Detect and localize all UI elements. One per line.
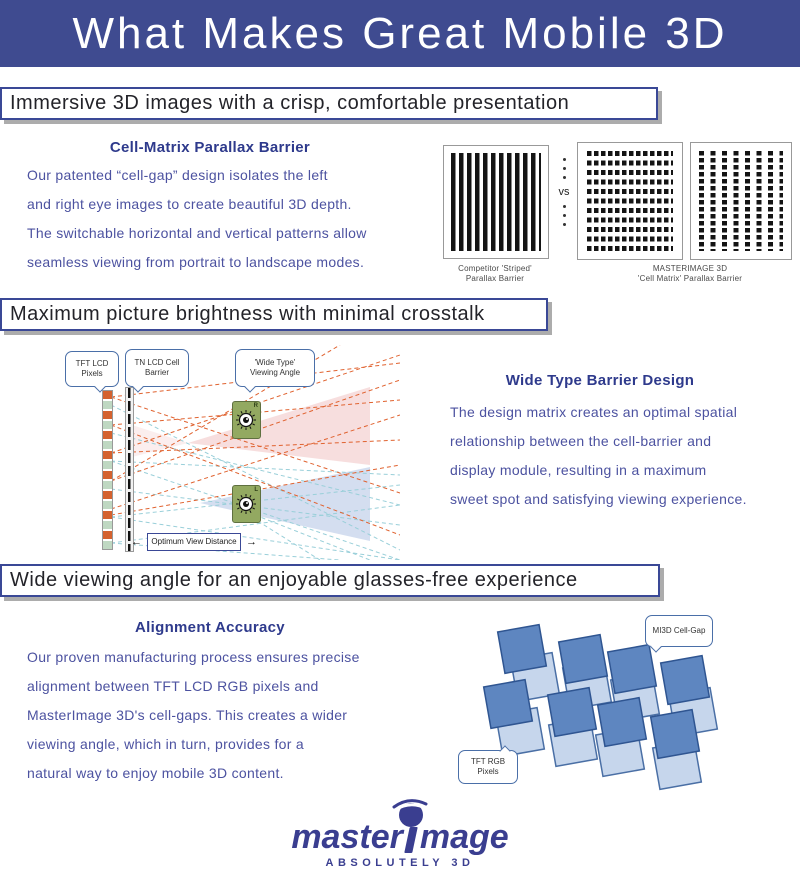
- body-line: display module, resulting in a maximum: [450, 462, 707, 478]
- callout-line: 'Wide Type': [254, 358, 296, 367]
- eye-icon: [235, 493, 257, 515]
- page-title: What Makes Great Mobile 3D: [72, 8, 728, 58]
- viewing-angle-callout: [235, 349, 315, 387]
- dot: [563, 167, 566, 170]
- masterimage-logo: [291, 820, 508, 854]
- distance-text: Optimum View Distance: [151, 537, 237, 546]
- right-arrow-icon: →: [246, 536, 257, 548]
- brand-tagline: ABSOLUTELY 3D: [325, 857, 475, 869]
- logo-i-glyph: [404, 822, 419, 854]
- callout-line: TFT RGB: [470, 757, 506, 766]
- tft-pixels-callout: [65, 351, 119, 387]
- body-line: MasterImage 3D's cell-gaps. This creates a wider: [27, 707, 348, 723]
- body-line: The design matrix creates an optimal spatial: [450, 404, 738, 420]
- eye-icon: [235, 409, 257, 431]
- caption-line: Parallax Barrier: [465, 274, 525, 283]
- cell-matrix-horizontal-diagram: [577, 142, 683, 260]
- dot: [563, 214, 566, 217]
- body-line: relationship between the cell-barrier and: [450, 433, 712, 449]
- section3-subtitle: Alignment Accuracy: [135, 619, 285, 636]
- striped-barrier-caption: [425, 264, 565, 284]
- alignment-figure: [430, 602, 800, 800]
- dot: [563, 176, 566, 179]
- brand-suffix: mage: [419, 818, 509, 856]
- right-eye-tag: R: [253, 403, 258, 409]
- section1-heading: Immersive 3D images with a crisp, comfortable presentation: [0, 87, 658, 120]
- body-line: seamless viewing from portrait to landscape modes.: [27, 254, 365, 270]
- logo-i-stem: [404, 827, 418, 853]
- body-line: and right eye images to create beautiful 3D depth.: [27, 196, 352, 212]
- rgb-pixels-callout: [458, 750, 518, 784]
- caption-line: 'Cell Matrix' Parallax Barrier: [637, 274, 743, 283]
- section1-body: [27, 161, 367, 277]
- brightness-diagram: [40, 345, 400, 560]
- section1-subtitle: Cell-Matrix Parallax Barrier: [109, 139, 311, 156]
- callout-line: Viewing Angle: [249, 368, 301, 377]
- left-eye-marker: [232, 485, 261, 523]
- section2-body: [450, 398, 747, 514]
- body-line: viewing angle, which in turn, provides for a: [27, 736, 305, 752]
- left-eye-tag: L: [254, 487, 258, 493]
- vs-label: vs: [558, 186, 570, 198]
- tn-lcd-barrier-strip: [125, 387, 134, 552]
- square-rows-pattern: [587, 151, 673, 251]
- brand-prefix: master: [291, 818, 403, 856]
- section2-heading: Maximum picture brightness with minimal crosstalk: [0, 298, 548, 331]
- right-eye-marker: [232, 401, 261, 439]
- optimum-view-distance-label: [131, 533, 257, 551]
- callout-line: MI3D Cell-Gap: [652, 626, 706, 635]
- section2-subtitle: Wide Type Barrier Design: [505, 372, 695, 389]
- logo-eyeball-icon: [391, 798, 431, 828]
- caption-line: MASTERIMAGE 3D: [652, 264, 728, 273]
- barrier-callout: [125, 349, 189, 387]
- footer: [0, 820, 800, 869]
- caption-line: Competitor 'Striped': [458, 264, 532, 273]
- body-line: natural way to enjoy mobile 3D content.: [27, 765, 284, 781]
- left-arrow-icon: ←: [131, 536, 142, 548]
- callout-line: Pixels: [81, 369, 103, 378]
- callout-line: Pixels: [477, 767, 499, 776]
- dot: [563, 205, 566, 208]
- callout-line: Barrier: [144, 368, 169, 377]
- section3-heading: Wide viewing angle for an enjoyable glasses-free experience: [0, 564, 660, 597]
- section3-body: [27, 643, 360, 788]
- header-banner: [0, 0, 800, 67]
- vertical-stripes-pattern: [451, 153, 541, 251]
- tft-lcd-pixel-strip: [102, 390, 113, 550]
- dot: [563, 158, 566, 161]
- body-line: The switchable horizontal and vertical patterns allow: [27, 225, 367, 241]
- body-line: alignment between TFT LCD RGB pixels and: [27, 678, 319, 694]
- parallax-barrier-figure: [440, 138, 796, 290]
- dot: [563, 223, 566, 226]
- callout-line: TN LCD Cell: [134, 358, 180, 367]
- cell-matrix-vertical-diagram: [690, 142, 792, 260]
- vs-divider: [554, 158, 574, 226]
- square-columns-pattern: [699, 151, 783, 251]
- callout-line: TFT LCD: [75, 359, 109, 368]
- body-line: sweet spot and satisfying viewing experience.: [450, 491, 747, 507]
- body-line: Our proven manufacturing process ensures precise: [27, 649, 360, 665]
- body-line: Our patented “cell-gap” design isolates the left: [27, 167, 328, 183]
- cellgap-callout: [645, 615, 713, 647]
- cell-matrix-caption: [590, 264, 790, 284]
- striped-barrier-diagram: [443, 145, 549, 259]
